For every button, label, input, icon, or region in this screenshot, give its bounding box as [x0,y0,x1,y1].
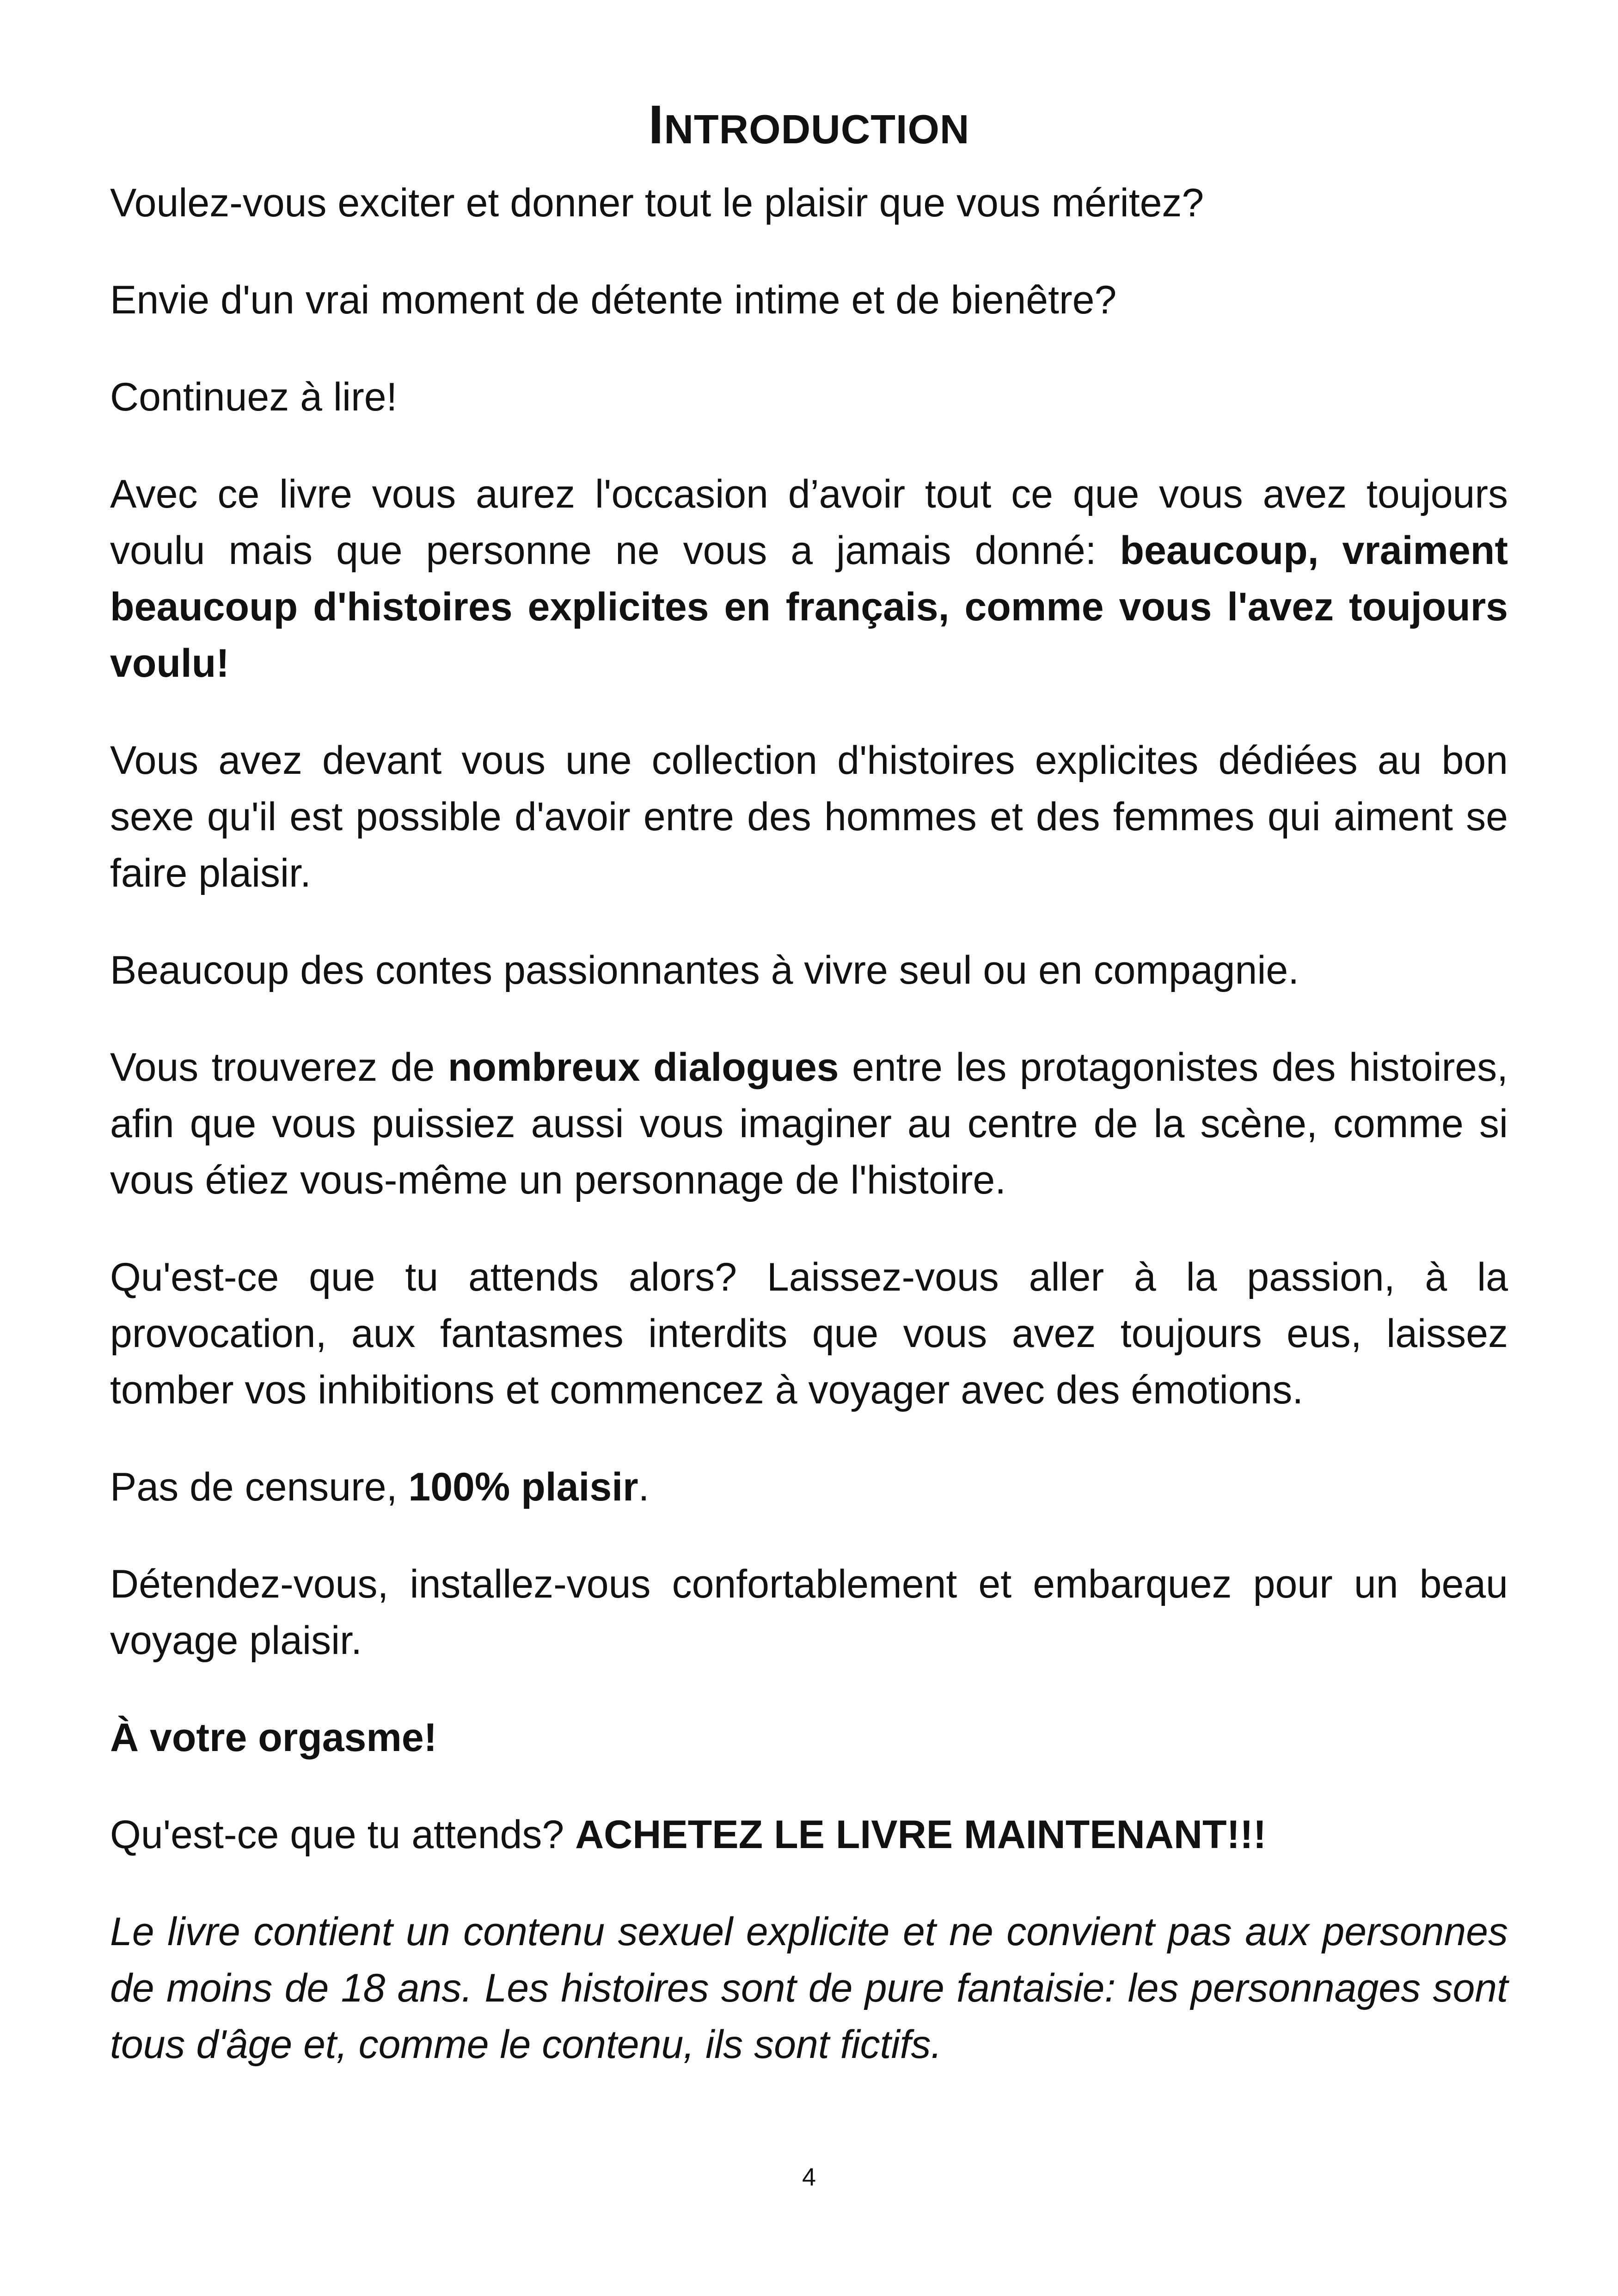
paragraph-9-bold: 100% plaisir [408,1465,638,1509]
paragraph-4-text: Avec ce livre vous aurez l'occasion d’avoir tout ce que vous avez toujours voulu mais que personne ne vous a jamais donné: [110,472,1508,573]
paragraph-1: Voulez-vous exciter et donner tout le plaisir que vous méritez? [110,181,1204,225]
paragraph-9 [110,1459,1508,1515]
paragraph-12 [110,1806,1508,1863]
paragraph-4-bold: beaucoup, vraiment beaucoup d'histoires explicites en français, comme vous l'avez toujours voulu! [110,528,1508,686]
page-title [110,92,1508,162]
paragraph-9-text-a: Pas de censure, [110,1465,409,1509]
paragraph-3: Continuez à lire! [110,375,398,419]
paragraph-10: Détendez-vous, installez-vous confortablement et embarquez pour un beau voyage plaisir. [110,1562,1508,1663]
paragraph-7-text-a: Vous trouverez de [110,1045,448,1090]
paragraph-5: Vous avez devant vous une collection d'histoires explicites dédiées au bon sexe qu'il est possible d'avoir entre des hommes et des femmes qui aiment se faire plaisir. [110,738,1508,895]
paragraph-2: Envie d'un vrai moment de détente intime et de bienêtre? [110,278,1117,322]
page-number: 4 [802,2163,816,2191]
paragraph-11-bold: À votre orgasme! [110,1715,437,1760]
paragraph-7-text-c: entre les protagonistes des histoires, afin que vous puissiez aussi vous imaginer au centre de la scène, comme si vous étiez vous-même un personnage de l'histoire. [110,1045,1508,1202]
title-first-letter: I [648,94,664,155]
paragraph-9-text-c: . [638,1465,650,1509]
paragraph-12-text: Qu'est-ce que tu attends? [110,1812,576,1857]
paragraph-7-bold: nombreux dialogues [447,1045,839,1090]
disclaimer-paragraph: Le livre contient un contenu sexuel explicite et ne convient pas aux personnes de moins de 18 ans. Les histoires sont de pure fantaisie: les personnages sont tous d'âge et, comme le contenu, ils sont fictifs. [110,1910,1508,2067]
paragraph-7 [110,1039,1508,1208]
paragraph-12-bold: ACHETEZ LE LIVRE MAINTENANT!!! [575,1812,1267,1857]
paragraph-8: Qu'est-ce que tu attends alors? Laissez-vous aller à la passion, à la provocation, aux fantasmes interdits que vous avez toujours eus, laissez tomber vos inhibitions et commencez à voyager avec des émotions. [110,1255,1508,1412]
page-content [110,92,1508,2113]
title-rest: NTRODUCTION [664,106,970,152]
paragraph-11 [110,1709,1508,1766]
paragraph-6: Beaucoup des contes passionnantes à vivre seul ou en compagnie. [110,948,1299,992]
paragraph-4 [110,466,1508,692]
